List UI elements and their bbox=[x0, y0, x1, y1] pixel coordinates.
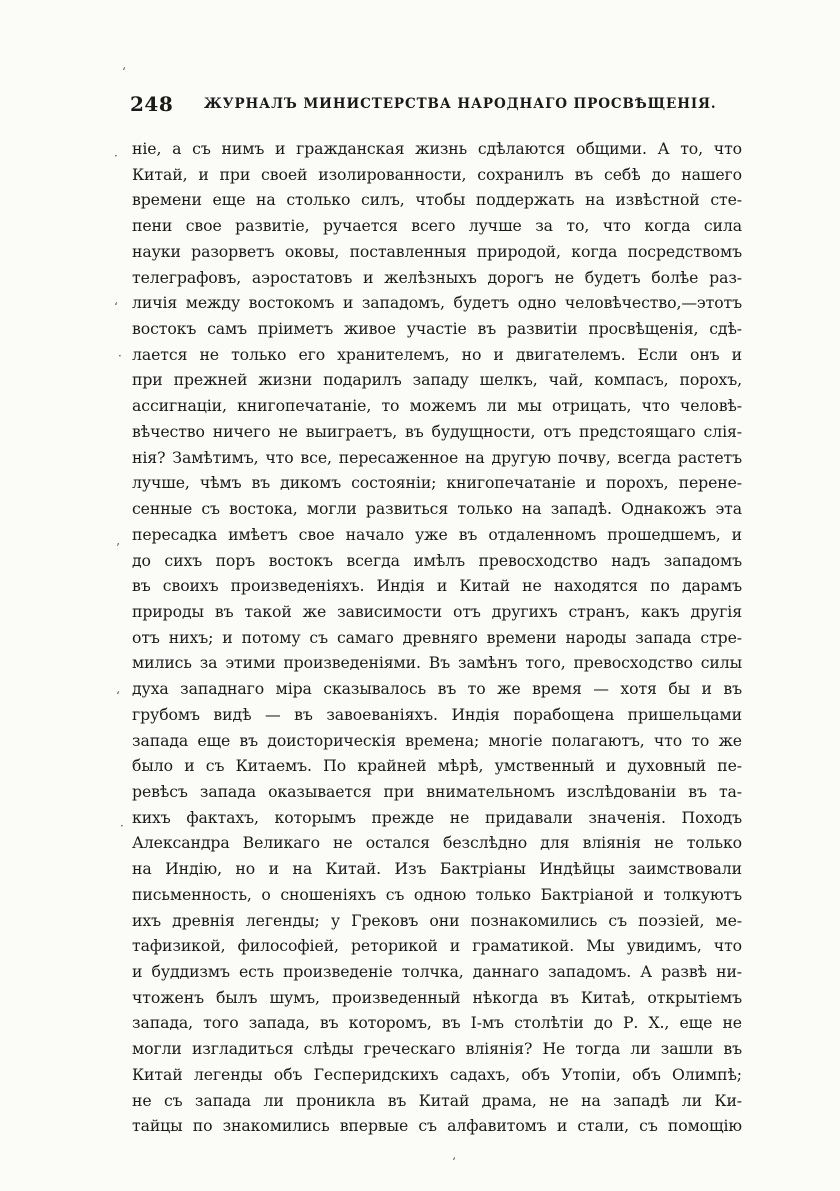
text-line: могли изгладиться слѣды греческаго вліянія? Не тогда ли зашли въ bbox=[132, 1039, 742, 1059]
text-line: до сихъ поръ востокъ всегда имѣлъ превосходство надъ западомъ bbox=[132, 550, 742, 570]
text-line: при прежней жизни подарилъ западу шелкъ, чай, компасъ, порохъ, bbox=[132, 370, 742, 390]
text-line: природы въ такой же зависимости отъ другихъ странъ, какъ другія bbox=[132, 601, 742, 621]
body-text bbox=[132, 136, 742, 1139]
text-line: востокъ самъ пріиметъ живое участіе въ развитіи просвѣщенія, сдѣ- bbox=[132, 319, 742, 339]
text-line: было и съ Китаемъ. По крайней мѣрѣ, умственный и духовный пе- bbox=[132, 756, 742, 776]
text-line: ніе, а съ нимъ и гражданская жизнь сдѣлаются общими. А то, что bbox=[132, 139, 742, 158]
text-line: не съ запада ли проникла въ Китай драма, не на западѣ ли Ки- bbox=[132, 1090, 742, 1110]
text-line: запада, того запада, въ которомъ, въ I-мъ столѣтіи до Р. Х., еще не bbox=[132, 1013, 742, 1033]
text-line: грубомъ видѣ — въ завоеваніяхъ. Индія порабощена пришельцами bbox=[132, 704, 742, 724]
text-line: Александра Великаго не остался безслѣдно для вліянія не только bbox=[132, 833, 742, 853]
text-line: личія между востокомъ и западомъ, будетъ одно человѣчество,—этотъ bbox=[132, 293, 742, 313]
text-line: ревѣсъ запада оказывается при внимательномъ изслѣдованіи въ та- bbox=[132, 781, 742, 801]
text-line: въ своихъ произведеніяхъ. Индія и Китай не находятся по дарамъ bbox=[132, 576, 742, 596]
text-line: Китай легенды объ Гесперидскихъ садахъ, объ Утопіи, объ Олимпѣ; bbox=[132, 1064, 742, 1084]
scan-speck: · bbox=[114, 149, 118, 163]
text-line: вѣчество ничего не выиграетъ, въ будущности, отъ предстоящаго слія- bbox=[132, 421, 742, 441]
text-line: тайцы по знакомились впервые съ алфавитомъ и стали, съ помощію bbox=[132, 1116, 742, 1136]
scan-speck: ‘ bbox=[114, 300, 118, 314]
page-header bbox=[130, 92, 740, 120]
scan-speck: ‘ bbox=[122, 65, 126, 79]
text-line: и буддизмъ есть произведеніе толчка, даннаго западомъ. А развѣ ни- bbox=[132, 962, 742, 981]
text-line: духа западнаго міра сказывалось въ то же время — хотя бы и въ bbox=[132, 679, 742, 699]
text-line: кихъ фактахъ, которымъ прежде не придавали значенія. Походъ bbox=[132, 807, 742, 827]
text-line: нія? Замѣтимъ, что все, пересаженное на другую почву, всегда растетъ bbox=[132, 447, 742, 467]
text-line: Китай, и при своей изолированности, сохранилъ въ себѣ до нашего bbox=[132, 164, 742, 184]
text-line: ихъ древнія легенды; у Грековъ они познакомились съ поэзіей, ме- bbox=[132, 910, 742, 930]
text-line: ассигнаціи, книгопечатаніе, то можемъ ли мы отрицать, что человѣ- bbox=[132, 396, 742, 416]
scan-speck: ’ bbox=[116, 541, 120, 555]
text-line: времени еще на столько силъ, чтобы поддержать на извѣстной сте- bbox=[132, 190, 742, 210]
text-line: запада еще въ доисторическія времена; многіе полагаютъ, что то же bbox=[132, 730, 742, 750]
text-line: на Индію, но и на Китай. Изъ Бактріаны Индѣйцы заимствовали bbox=[132, 859, 742, 879]
text-line: лучше, чѣмъ въ дикомъ состояніи; книгопечатаніе и порохъ, перене- bbox=[132, 473, 742, 493]
text-line: пересадка имѣетъ свое начало уже въ отдаленномъ прошедшемъ, и bbox=[132, 524, 742, 544]
text-line: лается не только его хранителемъ, но и двигателемъ. Если онъ и bbox=[132, 344, 742, 364]
scan-speck: · bbox=[118, 349, 122, 363]
text-line: чтоженъ былъ шумъ, произведенный нѣкогда въ Китаѣ, открытіемъ bbox=[132, 987, 742, 1007]
running-title: ЖУРНАЛЪ МИНИСТЕРСТВА НАРОДНАГО ПРОСВѢЩЕНІЯ. bbox=[204, 96, 717, 112]
text-line: мились за этими произведеніями. Въ замѣнъ того, превосходство силы bbox=[132, 653, 742, 673]
scan-speck: · bbox=[120, 819, 124, 833]
text-line: письменность, о сношеніяхъ съ одною только Бактріаной и толкуютъ bbox=[132, 884, 742, 904]
scan-speck: ‘ bbox=[116, 689, 120, 703]
scan-speck: ‘ bbox=[452, 1155, 456, 1169]
page-number: 248 bbox=[130, 92, 174, 116]
text-line: тафизикой, философіей, реторикой и граматикой. Мы увидимъ, что bbox=[132, 936, 742, 956]
text-line: отъ нихъ; и потому съ самаго древняго времени народы запада стре- bbox=[132, 627, 742, 647]
text-line: пени свое развитіе, ручается всего лучше за то, что когда сила bbox=[132, 216, 742, 236]
text-line: телеграфовъ, аэростатовъ и желѣзныхъ дорогъ не будетъ болѣе раз- bbox=[132, 267, 742, 287]
text-line: сенные съ востока, могли развиться только на западѣ. Однакожъ эта bbox=[132, 499, 742, 519]
text-line: науки разорветъ оковы, поставленныя природой, когда посредствомъ bbox=[132, 241, 742, 261]
